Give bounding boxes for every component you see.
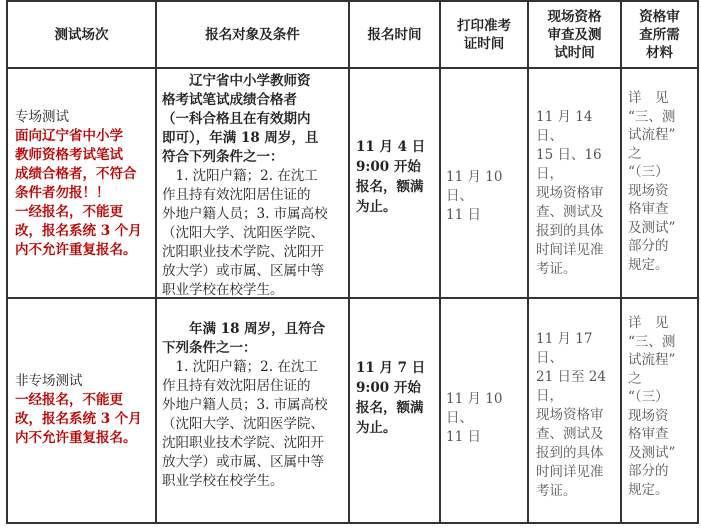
registration-time: 11 月 4 日 9:00 开始 报名，额满 为止。 [356, 139, 426, 215]
conditions-intro: 辽宁省中小学教师资 格考试笔试成绩合格者 （一科合格且在有效期内 即可），年满 18 周岁，且 符合下列条件之一： [162, 73, 319, 165]
materials: 详 见 “三、测 试流程” 之 “（三） 现场资 格审查 及测试” 部分的 规定。 [628, 90, 676, 273]
table-border-left [6, 0, 8, 524]
materials: 详 见 “三、测 试流程” 之 “（三） 现场资 格审查 及测试” 部分的 规定。 [628, 315, 676, 498]
review-exam-time: 11 月 14 日、 15 日、16 日， 现场资格审 查、测试及 报到的具体 时间详见准 考证。 [536, 109, 604, 277]
conditions-intro: 年满 18 周岁，且符合 下列条件之一： [162, 321, 326, 356]
table-row [15, 108, 155, 260]
review-exam-time: 11 月 17 日、 21 日至 24 日， 现场资格审 查、测试及 报到的具体 时间详见准 考证。 [536, 331, 606, 499]
row-divider [6, 67, 699, 69]
header-print-ticket-time: 打印准考 证时间 [457, 17, 511, 52]
conditions-cell [162, 320, 348, 491]
table-border-bottom [6, 522, 699, 524]
row-divider [6, 297, 699, 299]
session-note: 面向辽宁省中小学 教师资格考试笔试 成绩合格者，不符合 条件者勿报！！ 一经报名，不能更 改，报名系统 3 个月 内不允许重复报名。 [15, 128, 142, 258]
header-review-exam-time: 现场资格 审查及测 试时间 [547, 8, 602, 61]
table-border-right [697, 0, 699, 524]
conditions-list: 1. 沈阳户籍；2. 在沈工 作且持有效沈阳居住证的 外地户籍人员；3. 市属高校 （沈阳大学、沈阳医学院、 沈阳职业技术学院、沈阳开 放大学）或市属、区属中等 职业学校在校学生。 [162, 168, 328, 298]
column-divider [620, 0, 622, 524]
conditions-list: 1. 沈阳户籍；2. 在沈工 作且持有效沈阳居住证的 外地户籍人员；3. 市属高校 （沈阳大学、沈阳医学院、 沈阳职业技术学院、沈阳开 放大学）或市属、区属中等 职业学校在校学生。 [162, 359, 328, 489]
table-row [15, 372, 155, 448]
column-divider [527, 0, 529, 524]
column-divider [348, 0, 350, 524]
header-conditions: 报名对象及条件 [205, 26, 300, 43]
registration-time: 11 月 7 日 9:00 开始 报名，额满 为止。 [356, 360, 426, 436]
column-divider [439, 0, 441, 524]
session-note: 一经报名，不能更 改，报名系统 3 个月 内不允许重复报名。 [15, 392, 142, 446]
conditions-cell [162, 72, 348, 300]
print-ticket-time: 11 月 10 日、 11 日 [446, 391, 503, 445]
header-registration-time: 报名时间 [367, 26, 422, 43]
column-divider [155, 0, 157, 524]
session-title: 非专场测试 [15, 373, 83, 389]
header-session: 测试场次 [54, 26, 109, 43]
print-ticket-time: 11 月 10 日、 11 日 [446, 169, 503, 223]
session-title: 专场测试 [15, 109, 69, 125]
header-materials: 资格审 查所需 材料 [639, 8, 680, 61]
